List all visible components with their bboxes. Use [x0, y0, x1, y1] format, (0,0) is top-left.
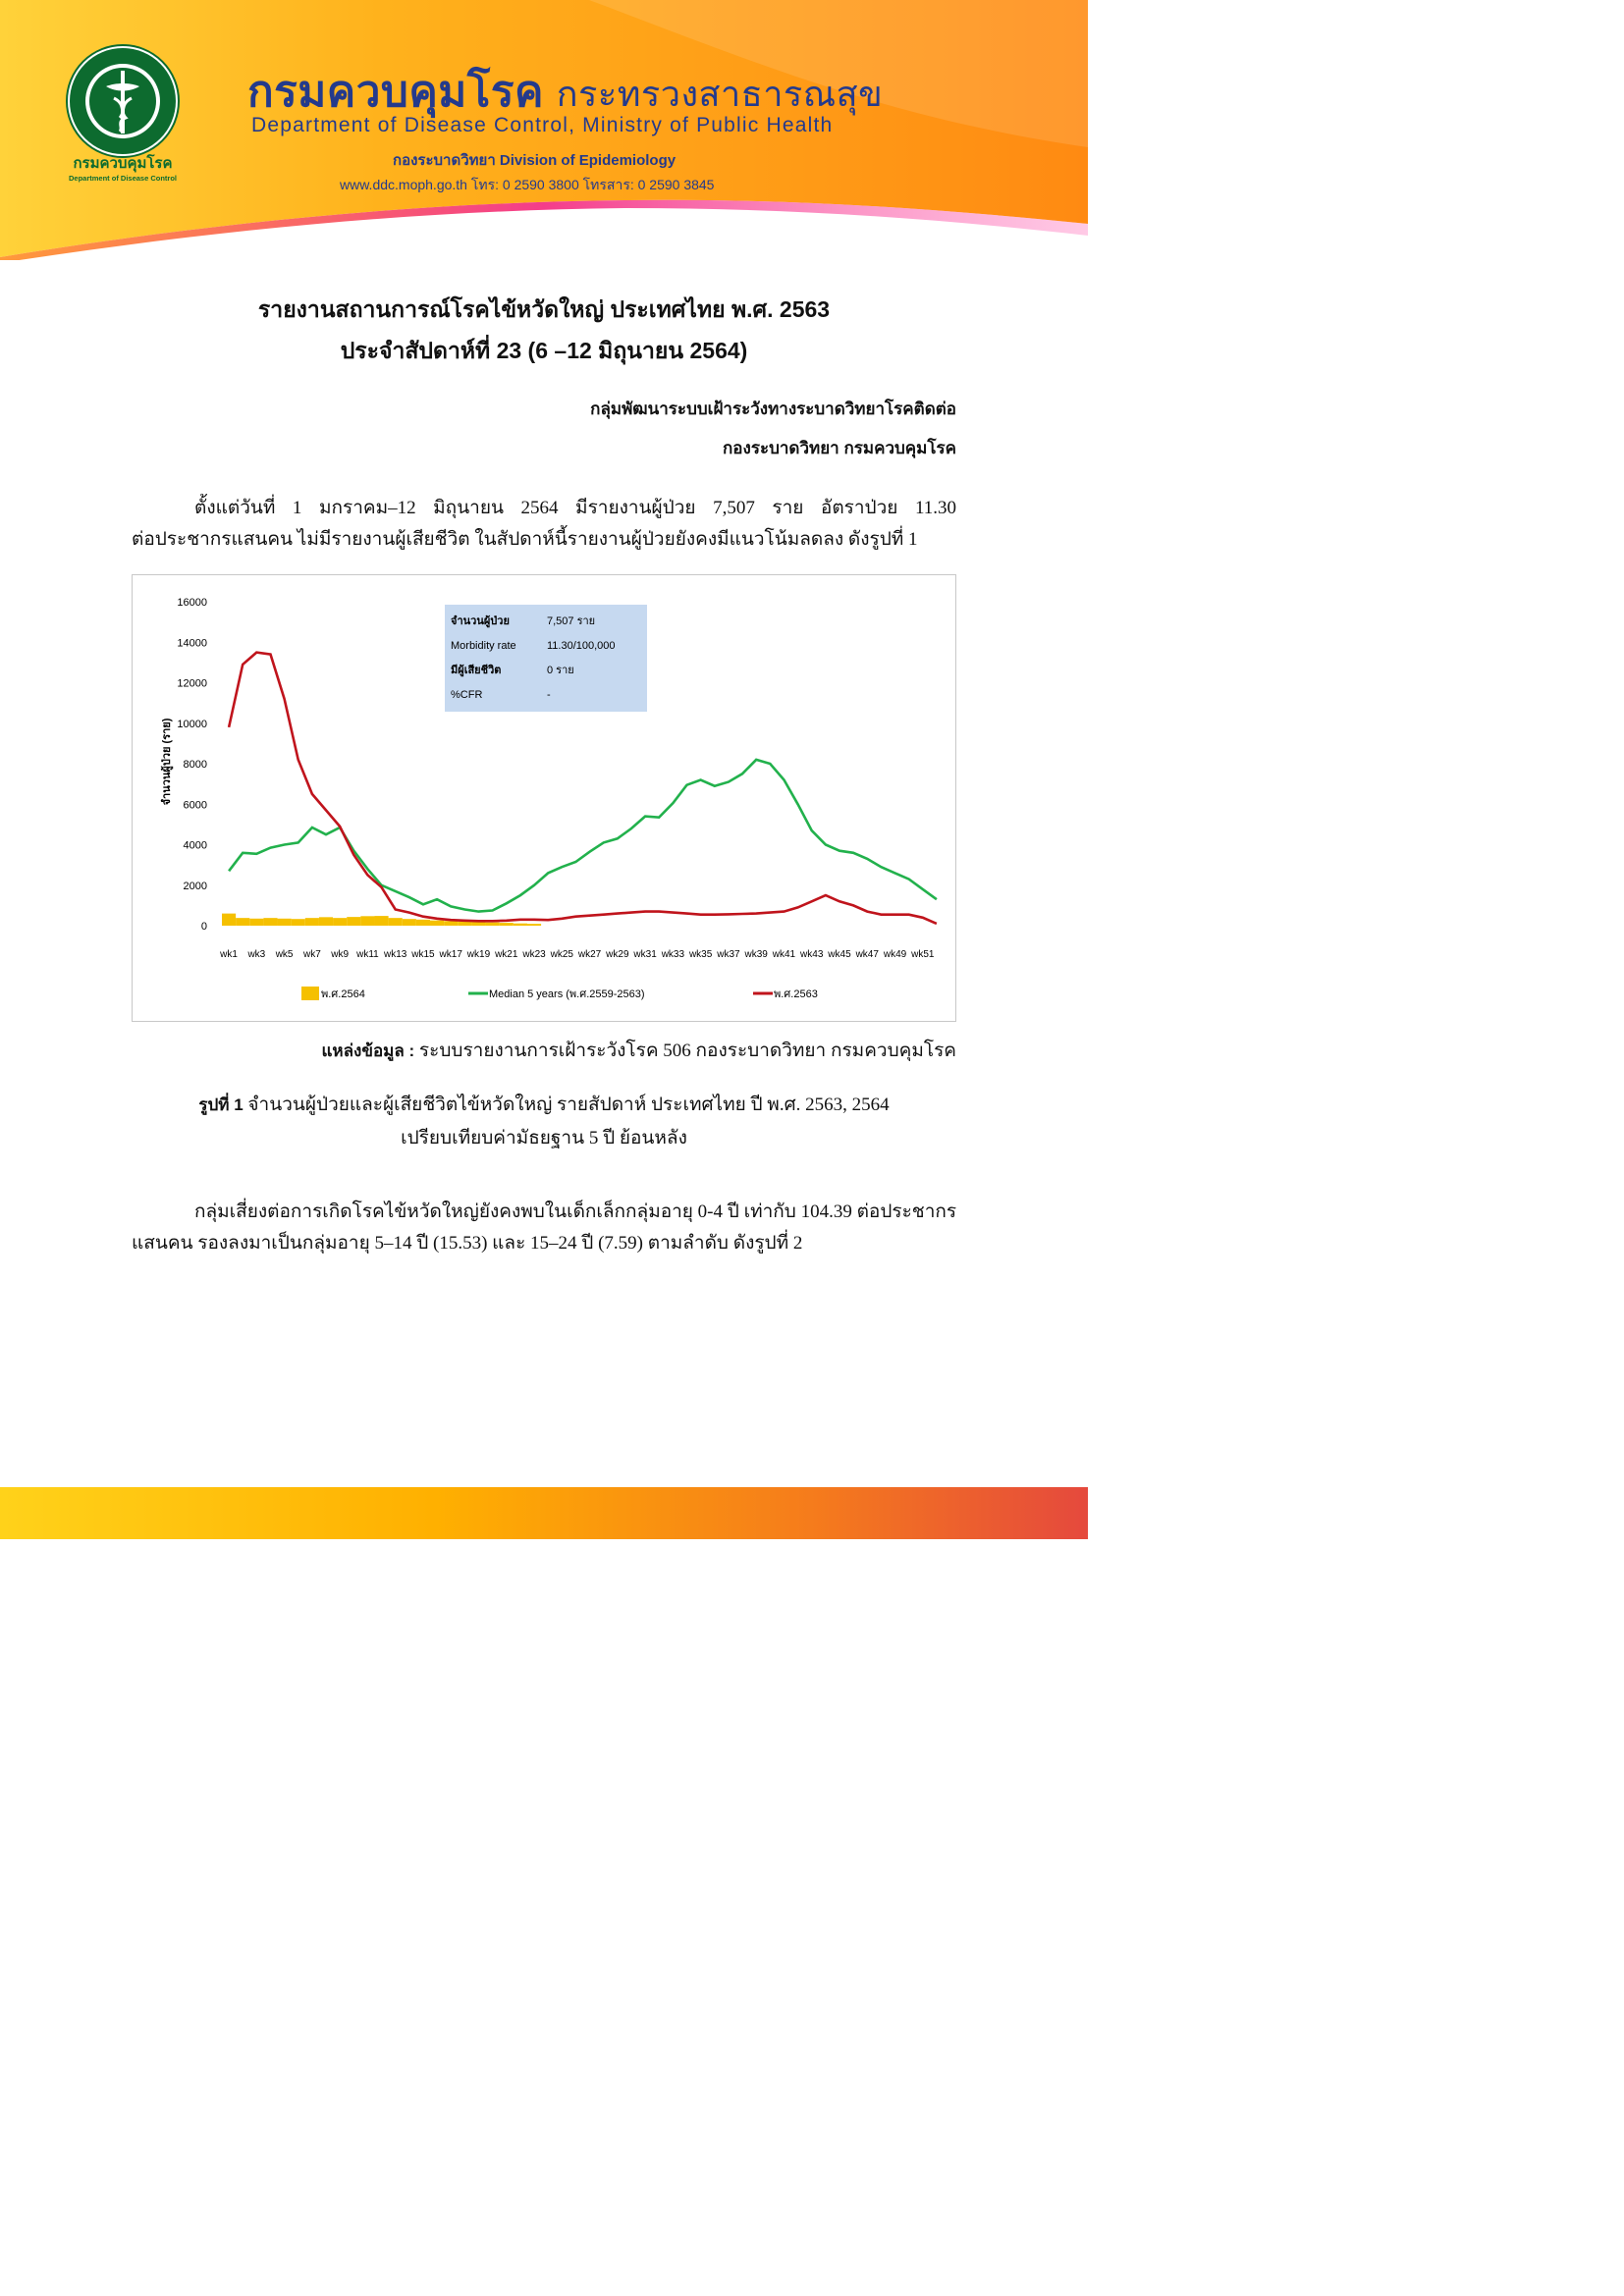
bar-2564	[263, 918, 277, 926]
x-tick-label: wk51	[911, 949, 935, 960]
infobox-value: 11.30/100,000	[547, 640, 616, 652]
risk-group-line-2: แสนคน รองลงมาเป็นกลุ่มอายุ 5–14 ปี (15.53) และ 15–24 ปี (7.59) ตามลำดับ ดังรูปที่ 2	[132, 1233, 803, 1254]
legend-label-median: Median 5 years (พ.ศ.2559-2563)	[489, 988, 645, 1000]
median-5-years-line	[229, 760, 937, 912]
x-tick-label: wk27	[577, 949, 602, 960]
legend-swatch-2564	[301, 987, 319, 1000]
bar-2564	[514, 924, 527, 926]
summary-infobox	[445, 605, 647, 712]
division-name: กองระบาดวิทยา Division of Epidemiology	[393, 152, 677, 169]
x-tick-label: wk29	[606, 949, 629, 960]
bar-2564	[486, 923, 500, 926]
figure-caption-text: จำนวนผู้ป่วยและผู้เสียชีวิตไข้หวัดใหญ่ รายสัปดาห์ ประเทศไทย ปี พ.ศ. 2563, 2564	[243, 1095, 890, 1115]
summary-line-1: ตั้งแต่วันที่ 1 มกราคม–12 มิถุนายน 2564 มีรายงานผู้ป่วย 7,507 ราย อัตราป่วย 11.30	[194, 498, 956, 518]
infobox-label: Morbidity rate	[451, 640, 516, 652]
logo-caption	[54, 151, 191, 183]
x-tick-label: wk15	[411, 949, 435, 960]
y-tick-label: 16000	[177, 597, 207, 609]
x-tick-label: wk17	[439, 949, 462, 960]
y-tick-label: 6000	[183, 799, 207, 812]
bar-2564	[416, 920, 430, 926]
chart-legend	[301, 987, 818, 1000]
x-tick-label: wk13	[384, 949, 407, 960]
report-subtitle: ประจำสัปดาห์ที่ 23 (6 –12 มิถุนายน 2564)	[340, 338, 748, 363]
influenza-weekly-chart	[132, 574, 956, 1022]
bar-2564	[471, 922, 485, 926]
bar-2564	[222, 914, 236, 926]
y-tick-label: 4000	[183, 839, 207, 852]
department-name-thai: กรมควบคุมโรค	[247, 68, 544, 116]
y-tick-label: 2000	[183, 880, 207, 892]
figure-caption-line-1	[0, 1090, 1088, 1119]
summary-line-2: ต่อประชากรแสนคน ไม่มีรายงานผู้เสียชีวิต ในสัปดาห์นี้รายงานผู้ป่วยยังคงมีแนวโน้มลดลง ดังรูปที่ 1	[132, 529, 918, 550]
bar-2564	[292, 919, 305, 926]
x-tick-label: wk49	[883, 949, 907, 960]
infobox-value: 7,507 ราย	[547, 615, 596, 627]
figure-caption-line-2: เปรียบเทียบค่ามัธยฐาน 5 ปี ย้อนหลัง	[401, 1128, 687, 1148]
logo-caption-thai: กรมควบคุมโรค	[73, 155, 173, 172]
y-tick-label: 12000	[177, 677, 207, 690]
contact-info: www.ddc.moph.go.th โทร: 0 2590 3800 โทรสาร: 0 2590 3845	[340, 177, 715, 192]
page-footer-band	[0, 1487, 1088, 1539]
x-tick-label: wk39	[744, 949, 768, 960]
y-tick-label: 14000	[177, 637, 207, 650]
x-tick-label: wk7	[302, 949, 321, 960]
risk-group-line-1: กลุ่มเสี่ยงต่อการเกิดโรคไข้หวัดใหญ่ยังคงพบในเด็กเล็กกลุ่มอายุ 0-4 ปี เท่ากับ 104.39 ต่อประชากร	[194, 1201, 957, 1222]
bar-2564	[430, 921, 444, 926]
bar-2564	[458, 922, 471, 926]
logo-caption-english: Department of Disease Control	[68, 174, 178, 183]
x-tick-label: wk21	[495, 949, 518, 960]
x-tick-label: wk47	[855, 949, 879, 960]
x-tick-label: wk11	[356, 949, 379, 960]
y-tick-label: 8000	[183, 759, 207, 771]
y-axis-label: จำนวนผู้ป่วย (ราย)	[161, 718, 173, 806]
legend-label-2564: พ.ศ.2564	[321, 988, 365, 1000]
x-tick-label: wk5	[275, 949, 294, 960]
bar-2564	[360, 916, 374, 926]
chart-canvas	[133, 575, 957, 1023]
bar-2564	[403, 919, 416, 926]
bar-2564	[278, 919, 292, 926]
x-tick-label: wk37	[717, 949, 740, 960]
bar-2564	[389, 918, 403, 926]
x-tick-label: wk1	[220, 949, 238, 960]
x-tick-label: wk25	[550, 949, 573, 960]
infobox-value: 0 ราย	[547, 665, 574, 676]
infobox-value: -	[547, 689, 551, 701]
department-title-english: Department of Disease Control, Ministry of Public Health	[251, 114, 834, 136]
report-title: รายงานสถานการณ์โรคไข้หวัดใหญ่ ประเทศไทย พ.ศ. 2563	[257, 296, 831, 322]
bar-2564	[374, 916, 388, 926]
risk-group-paragraph	[132, 1197, 956, 1259]
x-tick-label: wk9	[331, 949, 350, 960]
y-tick-label: 0	[200, 921, 207, 933]
summary-paragraph	[132, 493, 956, 556]
org-division-name: กองระบาดวิทยา กรมควบคุมโรค	[723, 439, 956, 457]
x-tick-label: wk43	[800, 949, 824, 960]
bar-2564	[527, 924, 541, 926]
figure-label: รูปที่ 1	[198, 1095, 244, 1114]
bar-2564	[319, 917, 333, 926]
legend-label-2563: พ.ศ.2563	[774, 988, 818, 1000]
ministry-seal-logo	[65, 43, 181, 159]
infobox-label: มีผู้เสียชีวิต	[451, 665, 502, 676]
bar-2564	[305, 918, 319, 926]
x-tick-label: wk33	[661, 949, 685, 960]
bar-2564	[236, 918, 249, 926]
bar-2564	[249, 919, 263, 926]
x-tick-label: wk3	[247, 949, 266, 960]
x-tick-label: wk41	[772, 949, 796, 960]
infobox-label: จำนวนผู้ป่วย	[451, 615, 510, 627]
org-group-name: กลุ่มพัฒนาระบบเฝ้าระวังทางระบาดวิทยาโรคติดต่อ	[590, 400, 956, 418]
data-source	[321, 1036, 956, 1065]
x-tick-label: wk23	[522, 949, 546, 960]
data-source-text: ระบบรายงานการเฝ้าระวังโรค 506 กองระบาดวิทยา กรมควบคุมโรค	[414, 1041, 956, 1061]
page-header	[0, 0, 1088, 260]
bar-2564	[500, 923, 514, 926]
x-tick-label: wk35	[688, 949, 713, 960]
x-tick-label: wk19	[466, 949, 491, 960]
bar-2564	[333, 918, 347, 926]
x-tick-label: wk45	[828, 949, 851, 960]
y-tick-label: 10000	[177, 718, 207, 730]
bar-2564	[347, 917, 360, 926]
x-tick-label: wk31	[633, 949, 657, 960]
bar-2564	[444, 921, 458, 926]
infobox-label: %CFR	[451, 689, 483, 701]
ministry-name-thai: กระทรวงสาธารณสุข	[556, 74, 884, 114]
data-source-label: แหล่งข้อมูล :	[321, 1041, 415, 1060]
